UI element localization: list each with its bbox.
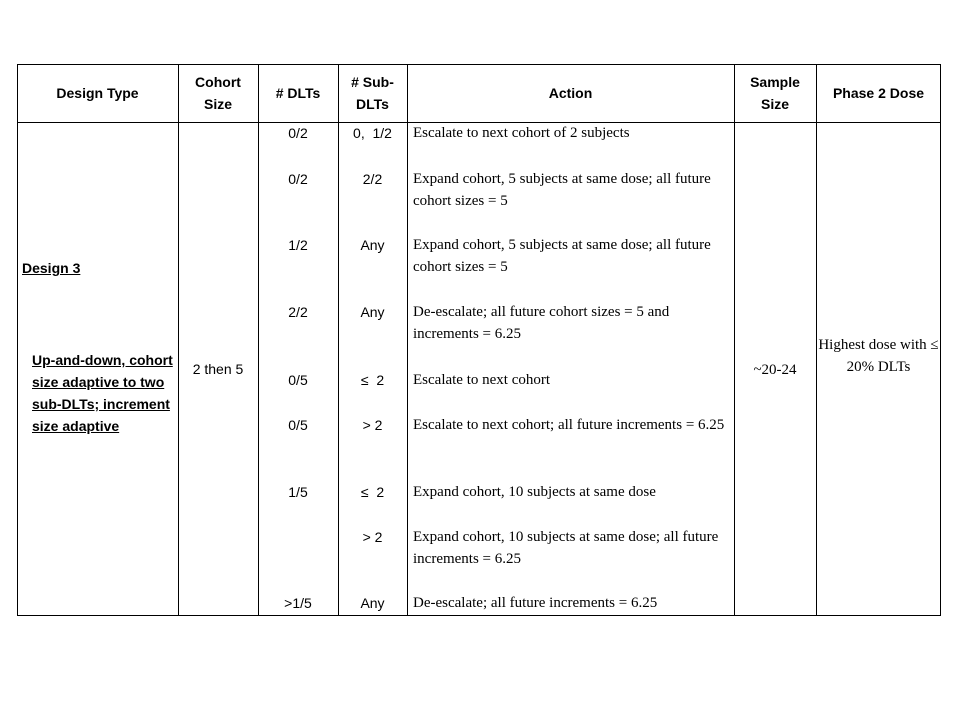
header-action: Action: [548, 85, 593, 101]
column-divider: [407, 64, 408, 616]
sample-size-value: ~20-24: [753, 362, 797, 378]
dlts-cell: 0/2: [288, 171, 308, 187]
action-cell: Expand cohort, 10 subjects at same dose; all future increments = 6.25: [413, 529, 719, 567]
cohort-size-value: 2 then 5: [192, 361, 244, 377]
design-description: Up-and-down, cohort size adaptive to two sub-DLTs; increment size adaptive: [32, 352, 173, 434]
header-design-type: Design Type: [56, 85, 139, 101]
action-cell: Escalate to next cohort; all future increments = 6.25: [413, 417, 725, 433]
column-divider: [258, 64, 259, 616]
sub-dlts-cell: Any: [360, 595, 385, 611]
sub-dlts-cell: 0, 1/2: [353, 125, 392, 141]
dlts-cell: 0/5: [288, 417, 308, 433]
action-cell: Expand cohort, 5 subjects at same dose; all future cohort sizes = 5: [413, 237, 711, 275]
header-sample-size: Sample Size: [750, 74, 800, 112]
sub-dlts-cell: 2/2: [362, 171, 383, 187]
column-divider: [178, 64, 179, 616]
dlts-cell: 0/2: [288, 125, 308, 141]
sub-dlts-cell: Any: [360, 304, 385, 320]
action-cell: Expand cohort, 10 subjects at same dose: [413, 484, 656, 500]
header-dlts: # DLTs: [275, 85, 321, 101]
action-cell: De-escalate; all future cohort sizes = 5 and increments = 6.25: [413, 304, 670, 342]
dlts-cell: >1/5: [284, 595, 312, 611]
header-sub-dlts: # Sub-DLTs: [351, 74, 394, 112]
dlts-cell: 2/2: [288, 304, 308, 320]
sub-dlts-cell: > 2: [362, 529, 383, 545]
column-divider: [17, 64, 18, 616]
sub-dlts-cell: ≤ 2: [360, 484, 385, 500]
dlts-cell: 0/5: [288, 372, 308, 388]
dlts-cell: 1/2: [288, 237, 308, 253]
action-cell: Escalate to next cohort of 2 subjects: [413, 125, 630, 141]
design-table: [17, 64, 941, 616]
column-divider: [734, 64, 735, 616]
design-name: Design 3: [22, 260, 81, 276]
phase2-dose-value: Highest dose with ≤ 20% DLTs: [818, 337, 939, 375]
dlts-cell: 1/5: [288, 484, 308, 500]
action-cell: Expand cohort, 5 subjects at same dose; all future cohort sizes = 5: [413, 171, 711, 209]
header-phase2-dose: Phase 2 Dose: [832, 85, 925, 101]
header-cohort-size: Cohort Size: [195, 74, 241, 112]
table-bottom-border: [17, 615, 941, 616]
sub-dlts-cell: > 2: [362, 417, 383, 433]
action-cell: De-escalate; all future increments = 6.25: [413, 595, 658, 611]
action-cell: Escalate to next cohort: [413, 372, 551, 388]
sub-dlts-cell: ≤ 2: [360, 372, 385, 388]
sub-dlts-cell: Any: [360, 237, 385, 253]
